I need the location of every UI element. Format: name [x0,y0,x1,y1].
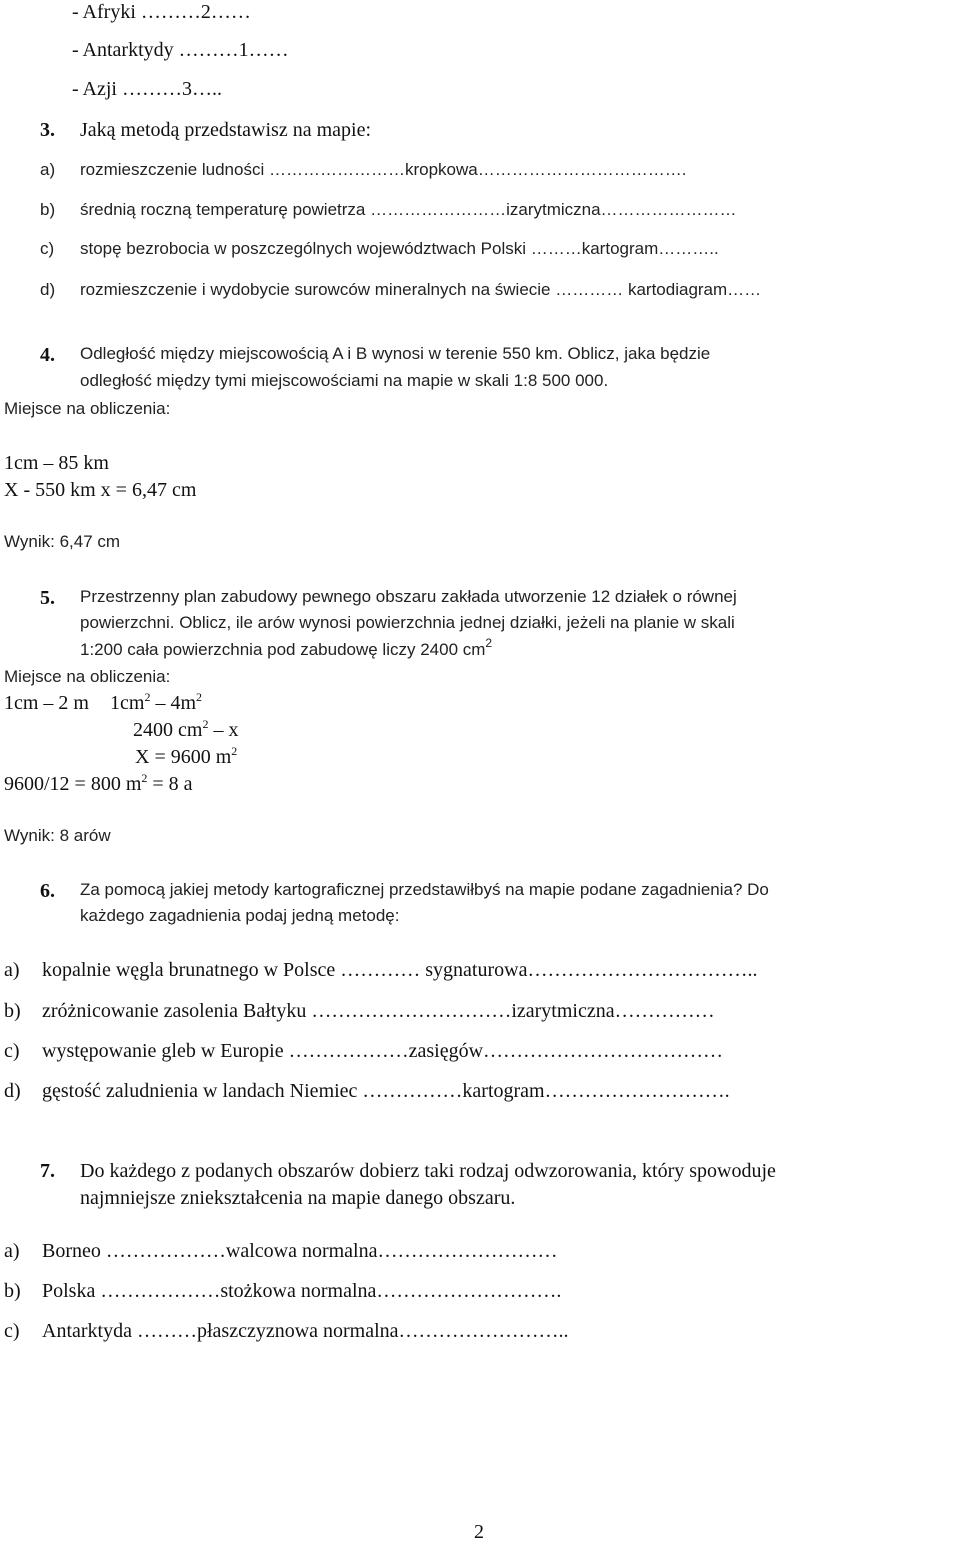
q7-line1: Do każdego z podanych obszarów dobierz taki rodzaj odwzorowania, który spowoduje [80,1160,776,1182]
intro-afryki: - Afryki ………2…… [72,1,251,23]
q7-b-label: b) [4,1280,21,1302]
q4-number: 4. [40,344,55,366]
page-number: 2 [474,1521,484,1543]
q6-b-label: b) [4,1000,21,1022]
q6-c-label: c) [4,1040,20,1062]
q5-result: Wynik: 8 arów [4,826,111,845]
q5-calc-scale: 1cm – 2 m [4,692,89,714]
q7-a-text: Borneo ………………walcowa normalna……………………… [42,1240,558,1262]
q5-calc-proportion: 2400 $cm^2$ – x [133,717,239,741]
q6-line2: każdego zagadnienia podaj jedną metodę: [80,906,400,925]
q3-question: Jaką metodą przedstawisz na mapie: [80,119,371,141]
q6-line1: Za pomocą jakiej metody kartograficznej przedstawiłbyś na mapie podane zagadnienia? Do [80,880,769,899]
q5-number: 5. [40,587,55,609]
q5-line2: powierzchni. Oblicz, ile arów wynosi powierzchnia jednej działki, jeżeli na planie w skali [80,613,735,632]
q4-result: Wynik: 6,47 cm [4,532,121,551]
q6-d-label: d) [4,1080,21,1102]
q3-a-label: a) [40,160,56,179]
q5-line3: 1:200 cała powierzchnia pod zabudowę liczy 2400 $cm^2$ [80,636,493,659]
q6-d-text: gęstość zaludnienia w landach Niemiec ……………kartogram………………………. [42,1080,730,1102]
q3-c-text: stopę bezrobocia w poszczególnych województwach Polski ………kartogram……….. [80,239,719,258]
q6-c-text: występowanie gleb w Europie ………………zasięgów……………………………… [42,1040,724,1062]
q4-calc-line2: X - 550 km x = 6,47 cm [4,479,197,501]
q5-calc-area-ratio: $1cm^2 - 4m^2$ [110,690,202,714]
q5-workspace-label: Miejsce na obliczenia: [4,667,171,686]
q7-c-text: Antarktyda ………płaszczyznowa normalna…………………….. [42,1320,569,1342]
q5-line1: Przestrzenny plan zabudowy pewnego obszaru zakłada utworzenie 12 działek o równej [80,587,737,606]
q6-a-text: kopalnie węgla brunatnego w Polsce ………… sygnaturowa…………………………….. [42,959,758,981]
intro-antarktydy: - Antarktydy ………1…… [72,39,289,61]
q5-calc-division: 9600/12 = 800 $m^2 = 8$ a [4,771,193,795]
q7-c-label: c) [4,1320,20,1342]
q7-line2: najmniejsze zniekształcenia na mapie danego obszaru. [80,1187,516,1209]
q7-b-text: Polska ………………stożkowa normalna………………………. [42,1280,562,1302]
intro-azji: - Azji ………3….. [72,78,222,100]
q4-calc-line1: 1cm – 85 km [4,452,109,474]
q6-number: 6. [40,880,55,902]
q7-number: 7. [40,1160,55,1182]
q3-b-text: średnią roczną temperaturę powietrza ……………………izarytmiczna…………………… [80,200,737,219]
q3-c-label: c) [40,239,55,258]
q4-line2: odległość między tymi miejscowościami na mapie w skali 1:8 500 000. [80,371,609,390]
q3-b-label: b) [40,200,56,219]
q6-a-label: a) [4,959,20,981]
q6-b-text: zróżnicowanie zasolenia Bałtyku …………………………izarytmiczna…………… [42,1000,715,1022]
q5-calc-x: X = 9600 $m^2$ [135,744,238,768]
q3-d-label: d) [40,280,56,299]
q3-number: 3. [40,119,55,141]
q3-a-text: rozmieszczenie ludności ……………………kropkowa………………………………. [80,160,687,179]
q4-workspace-label: Miejsce na obliczenia: [4,399,171,418]
q4-line1: Odległość między miejscowością A i B wynosi w terenie 550 km. Oblicz, jaka będzie [80,344,711,363]
q3-d-text: rozmieszczenie i wydobycie surowców mineralnych na świecie ………… kartodiagram…… [80,280,762,299]
q7-a-label: a) [4,1240,20,1262]
